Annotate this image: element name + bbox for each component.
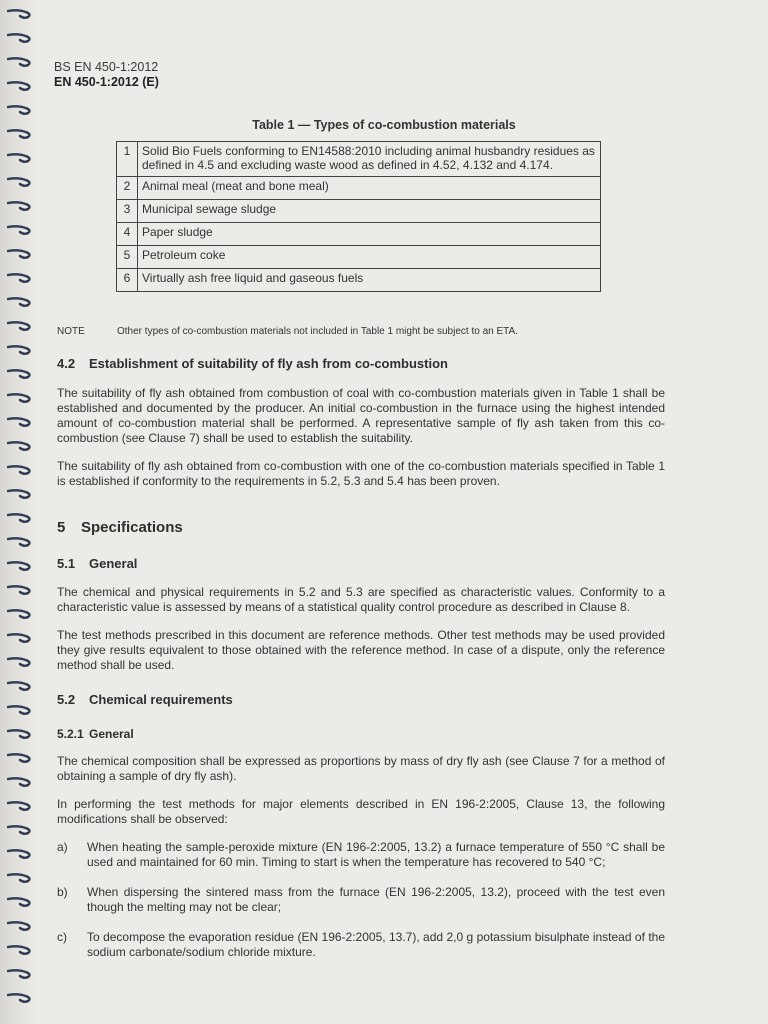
heading-5-2: [57, 692, 233, 707]
heading-5-1: [57, 556, 137, 571]
list-item-text: When heating the sample-peroxide mixture (EN 196-2:2005, 13.2) a furnace temperature of 550 °C shall be used and maintained for 60 min. Timing to start is when the temperature has recovered to 540 °C;: [87, 840, 665, 869]
row-number: 6: [117, 269, 138, 292]
binding-coil: [6, 248, 32, 260]
binding-coil: [6, 896, 32, 908]
binding-coil: [6, 440, 32, 452]
binding-coil: [6, 368, 32, 380]
heading-number: 5.2: [57, 692, 76, 707]
paragraph-5-2-1-1: The chemical composition shall be expressed as proportions by mass of dry fly ash (see Clause 7 for a method of obtaining a sample of dry fly ash).: [57, 754, 665, 783]
binding-coil: [6, 320, 32, 332]
table-row: [117, 142, 601, 177]
row-number: 5: [117, 246, 138, 269]
heading-5-2-1: [57, 727, 134, 741]
binding-coil: [6, 752, 32, 764]
binding-coil: [6, 392, 32, 404]
binding-coil: [6, 176, 32, 188]
binding-coil: [6, 944, 32, 956]
heading-title: Establishment of suitability of fly ash from co-combustion: [89, 356, 448, 371]
table-row: [117, 177, 601, 200]
binding-coil: [6, 656, 32, 668]
binding-coil: [6, 488, 32, 500]
heading-number: 5.1: [57, 556, 76, 571]
row-text: Municipal sewage sludge: [138, 200, 601, 223]
list-marker: a): [57, 840, 68, 854]
binding-coil: [6, 104, 32, 116]
table-row: [117, 223, 601, 246]
binding-coil: [6, 560, 32, 572]
table-row: [117, 269, 601, 292]
binding-coil: [6, 416, 32, 428]
table-row: [117, 200, 601, 223]
table-row: [117, 246, 601, 269]
paragraph-4-2-2: The suitability of fly ash obtained from co-combustion with one of the co-combustion materials specified in Table 1 is established if conformity to the requirements in 5.2, 5.3 and 5.4 has been proven.: [57, 459, 665, 488]
heading-5: [57, 519, 183, 536]
note-label: NOTE: [57, 326, 85, 337]
row-text: Petroleum coke: [138, 246, 601, 269]
heading-number: 5: [57, 519, 66, 536]
row-number: 3: [117, 200, 138, 223]
binding-coil: [6, 704, 32, 716]
binding-coil: [6, 920, 32, 932]
heading-number: 5.2.1: [57, 727, 84, 741]
binding-coil: [6, 680, 32, 692]
list-item: [57, 885, 665, 915]
binding-coil: [6, 728, 32, 740]
binding-coil: [6, 992, 32, 1004]
binding-coil: [6, 848, 32, 860]
heading-title: Specifications: [81, 519, 183, 536]
binding-coil: [6, 296, 32, 308]
binding-coil: [6, 344, 32, 356]
paragraph-4-2-1: The suitability of fly ash obtained from combustion of coal with co-combustion materials given in Table 1 shall be established and documented by the producer. An initial co-combustion in the furnace using the highest intended amount of co-combustion material shall be performed. A representative sample of fly ash taken from this co-combustion (see Clause 7) shall be used to establish the suitability.: [57, 386, 665, 445]
row-number: 1: [117, 142, 138, 177]
list-marker: c): [57, 930, 67, 944]
paragraph-5-2-1-2: In performing the test methods for major elements described in EN 196-2:2005, Clause 13, the following modifications shall be observed:: [57, 797, 665, 826]
list-marker: b): [57, 885, 68, 899]
row-number: 4: [117, 223, 138, 246]
binding-coil: [6, 8, 32, 20]
binding-coil: [6, 608, 32, 620]
binding-coil: [6, 536, 32, 548]
header-standard-bs: BS EN 450-1:2012: [54, 60, 159, 74]
row-text: Animal meal (meat and bone meal): [138, 177, 601, 200]
table-caption: Table 1 — Types of co-combustion materials: [252, 118, 516, 132]
heading-title: Chemical requirements: [89, 692, 233, 707]
heading-title: General: [89, 727, 134, 741]
spiral-binding: [0, 0, 40, 1024]
header-standard-en: EN 450-1:2012 (E): [54, 75, 159, 89]
heading-title: General: [89, 556, 138, 571]
list-item: [57, 840, 665, 870]
row-text: Virtually ash free liquid and gaseous fuels: [138, 269, 601, 292]
binding-coil: [6, 32, 32, 44]
binding-coil: [6, 776, 32, 788]
binding-coil: [6, 200, 32, 212]
co-combustion-materials-table: [116, 141, 601, 292]
heading-number: 4.2: [57, 356, 76, 371]
row-text: Paper sludge: [138, 223, 601, 246]
list-item-text: To decompose the evaporation residue (EN 196-2:2005, 13.7), add 2,0 g potassium bisulphate instead of the sodium carbonate/sodium chloride mixture.: [87, 930, 665, 959]
paragraph-5-1-1: The chemical and physical requirements in 5.2 and 5.3 are specified as characteristic values. Conformity to a characteristic value is assessed by means of a statistical quality control procedure as described in Clause 8.: [57, 585, 665, 614]
row-number: 2: [117, 177, 138, 200]
binding-coil: [6, 224, 32, 236]
row-text: Solid Bio Fuels conforming to EN14588:2010 including animal husbandry residues as defined in 4.5 and excluding waste wood as defined in 4.52, 4.132 and 4.174.: [138, 142, 601, 177]
binding-coil: [6, 512, 32, 524]
heading-4-2: [57, 356, 448, 371]
note-text: Other types of co-combustion materials not included in Table 1 might be subject to an ETA.: [117, 326, 518, 337]
list-item-text: When dispersing the sintered mass from the furnace (EN 196-2:2005, 13.2), proceed with the test even though the melting may not be clear;: [87, 885, 665, 914]
binding-coil: [6, 872, 32, 884]
binding-coil: [6, 800, 32, 812]
binding-coil: [6, 272, 32, 284]
binding-coil: [6, 152, 32, 164]
binding-coil: [6, 968, 32, 980]
binding-coil: [6, 464, 32, 476]
binding-coil: [6, 584, 32, 596]
list-item: [57, 930, 665, 960]
paragraph-5-1-2: The test methods prescribed in this document are reference methods. Other test methods may be used provided they give results equivalent to those obtained with the reference method. In case of a dispute, only the reference method shall be used.: [57, 628, 665, 672]
binding-coil: [6, 80, 32, 92]
binding-coil: [6, 824, 32, 836]
binding-coil: [6, 632, 32, 644]
binding-coil: [6, 56, 32, 68]
